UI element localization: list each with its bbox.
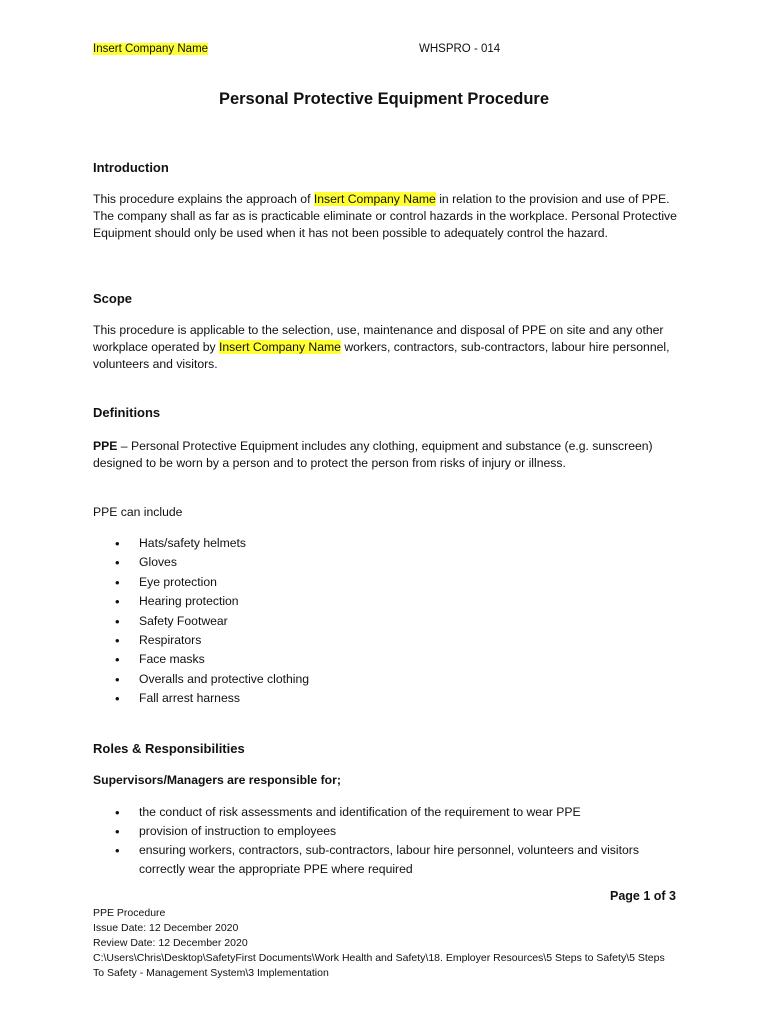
ppe-list-item: • Fall arrest harness: [93, 689, 309, 708]
scope-text-after: workers, contractors, sub-contractors, labour hire personnel, volunteers and visitors.: [93, 340, 670, 371]
introduction-text-before: This procedure explains the approach of: [93, 192, 314, 206]
ppe-list-item: • Safety Footwear: [93, 612, 309, 631]
roles-items-list: [93, 803, 673, 879]
definitions-heading: Definitions: [93, 405, 161, 420]
roles-heading: Roles & Responsibilities: [93, 741, 245, 756]
scope-company-placeholder: Insert Company Name: [219, 340, 341, 354]
introduction-company-placeholder: Insert Company Name: [313, 192, 436, 206]
ppe-term: PPE: [93, 439, 118, 453]
responsibility-list-item: • ensuring workers, contractors, sub-contractors, labour hire personnel, volunteers and visitors correctly wear the appropriate PPE where required: [93, 841, 673, 879]
page-footer: [93, 906, 673, 981]
roles-subheading: Supervisors/Managers are responsible for;: [93, 773, 341, 787]
header-company-placeholder: Insert Company Name: [93, 43, 209, 55]
introduction-paragraph: [93, 191, 683, 242]
introduction-text-after: in relation to the provision and use of PPE. The company shall as far as is practicable eliminate or control hazards in the workplace. Personal Protective Equipment should only be used when it has not been possible to adequately control the hazard.: [93, 192, 677, 240]
ppe-list-item: • Hats/safety helmets: [93, 534, 309, 553]
scope-heading: Scope: [93, 291, 133, 306]
ppe-list-item: • Eye protection: [93, 573, 309, 592]
responsibility-list-item: • the conduct of risk assessments and identification of the requirement to wear PPE: [93, 803, 673, 822]
scope-text-before: This procedure is applicable to the selection, use, maintenance and disposal of PPE on site and any other workplace operated by: [93, 323, 664, 354]
ppe-definition-text: – Personal Protective Equipment includes any clothing, equipment and substance (e.g. sunscreen) designed to be worn by a person and to protect the person from risks of injury or illness.: [93, 439, 653, 470]
footer-file-path: C:\Users\Chris\Desktop\SafetyFirst Documents\Work Health and Safety\18. Employer Resources\5 Steps to Safety\5 Steps To Safety - Management System\3 Implementation: [93, 952, 665, 979]
ppe-items-list: [93, 534, 309, 709]
document-title: Personal Protective Equipment Procedure: [218, 90, 550, 108]
ppe-list-item: • Respirators: [93, 631, 309, 650]
ppe-list-item: • Overalls and protective clothing: [93, 670, 309, 689]
ppe-list-intro: PPE can include: [93, 505, 183, 519]
footer-doc-name: PPE Procedure: [93, 907, 166, 919]
footer-issue-date: Issue Date: 12 December 2020: [93, 922, 239, 934]
introduction-heading: Introduction: [93, 160, 169, 175]
ppe-list-item: • Hearing protection: [93, 592, 309, 611]
responsibility-list-item: • provision of instruction to employees: [93, 822, 673, 841]
ppe-list-item: • Gloves: [93, 553, 309, 572]
ppe-list-item: • Face masks: [93, 650, 309, 669]
footer-review-date: Review Date: 12 December 2020: [93, 937, 248, 949]
ppe-definition-paragraph: [93, 438, 683, 472]
header-doc-id: WHSPRO - 014: [419, 43, 501, 55]
scope-paragraph: [93, 322, 683, 373]
page-number: Page 1 of 3: [610, 889, 676, 903]
